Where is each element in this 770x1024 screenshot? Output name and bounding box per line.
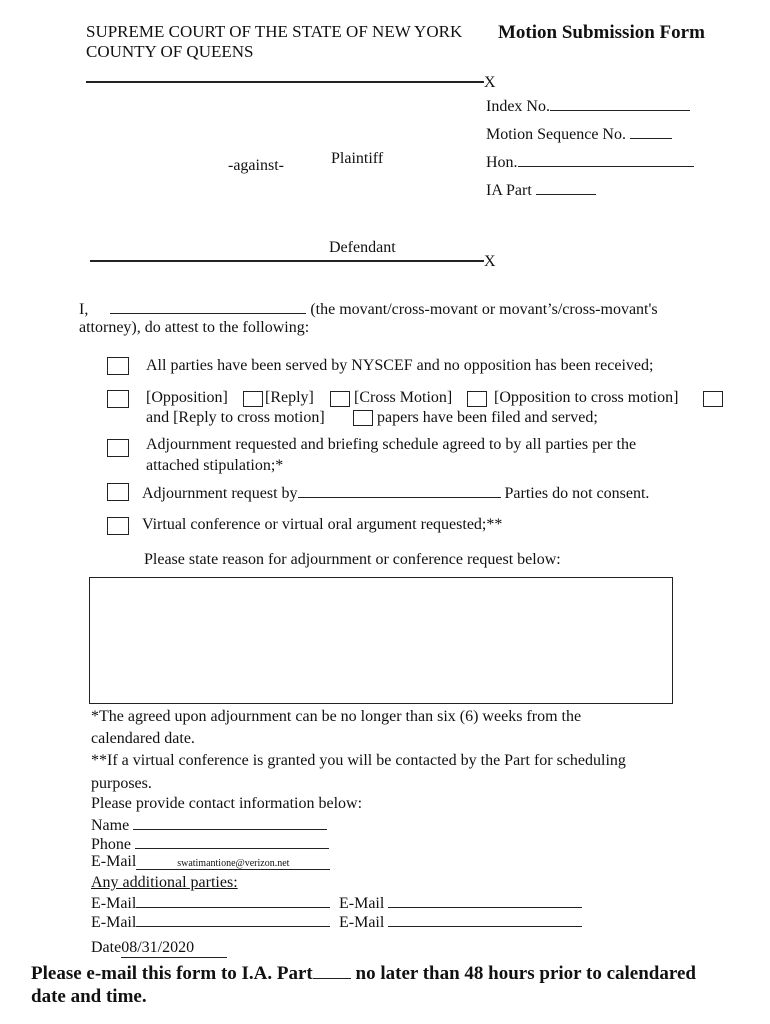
checkbox-opposition-cross[interactable] bbox=[467, 391, 487, 407]
opt2-tail-label: papers have been filed and served; bbox=[377, 409, 598, 426]
additional-email-2: E-Mail bbox=[339, 893, 582, 913]
phone-row: Phone bbox=[91, 834, 329, 854]
plaintiff-label: Plaintiff bbox=[331, 150, 384, 167]
email-field[interactable]: swatimantione@verizon.net bbox=[136, 853, 330, 870]
checkbox-cross-motion[interactable] bbox=[330, 391, 350, 407]
note1-line1: *The agreed upon adjournment can be no longer than six (6) weeks from the bbox=[91, 708, 582, 725]
movant-name-field[interactable] bbox=[110, 299, 306, 314]
opt2-opp-cross-label: [Opposition to cross motion] bbox=[494, 389, 679, 406]
checkbox-reply-cross[interactable] bbox=[703, 391, 723, 407]
opt2-cross-label: [Cross Motion] bbox=[354, 389, 453, 406]
attest-line1: I, (the movant/cross-movant or movant’s/cross-movant's bbox=[79, 301, 658, 318]
against-label: -against- bbox=[228, 157, 284, 174]
note2-line2: purposes. bbox=[91, 775, 152, 792]
caption-x-bottom: X bbox=[484, 253, 496, 270]
additional-email-3-field[interactable] bbox=[136, 912, 330, 927]
ia-part-label: IA Part bbox=[486, 180, 596, 200]
checkbox-papers-tail[interactable] bbox=[353, 410, 373, 426]
checkbox-no-opposition[interactable] bbox=[107, 357, 129, 375]
caption-x-top: X bbox=[484, 74, 496, 91]
additional-email-4-field[interactable] bbox=[388, 912, 582, 927]
opt5-label: Virtual conference or virtual oral argument requested;** bbox=[142, 516, 503, 533]
adjournment-requester-field[interactable] bbox=[298, 483, 501, 498]
contact-prompt: Please provide contact information below: bbox=[91, 795, 363, 812]
name-row: Name bbox=[91, 815, 327, 835]
checkbox-reply[interactable] bbox=[243, 391, 263, 407]
court-name: SUPREME COURT OF THE STATE OF NEW YORK bbox=[86, 22, 463, 41]
attest-line2: attorney), do attest to the following: bbox=[79, 319, 310, 336]
footer-line2: date and time. bbox=[31, 986, 147, 1007]
opt3-line1: Adjournment requested and briefing schedule agreed to by all parties per the bbox=[146, 436, 637, 453]
index-no-label: Index No. bbox=[486, 96, 690, 116]
date-field[interactable]: 08/31/2020 bbox=[121, 939, 227, 958]
form-title: Motion Submission Form bbox=[498, 22, 705, 43]
caption-top-rule bbox=[86, 81, 484, 83]
opt2-and-label: and [Reply to cross motion] bbox=[146, 409, 325, 426]
note1-line2: calendared date. bbox=[91, 730, 195, 747]
opt2-opposition-label: [Opposition] bbox=[146, 389, 228, 406]
opt3-line2: attached stipulation;* bbox=[146, 457, 284, 474]
motion-seq-label: Motion Sequence No. bbox=[486, 124, 672, 144]
additional-email-2-field[interactable] bbox=[388, 893, 582, 908]
opt4-line: Adjournment request by Parties do not consent. bbox=[142, 485, 650, 502]
opt2-reply-label: [Reply] bbox=[265, 389, 314, 406]
checkbox-virtual-conference[interactable] bbox=[107, 517, 129, 535]
court-county: COUNTY OF QUEENS bbox=[86, 42, 254, 61]
email-row: E-Mail swatimantione@verizon.net bbox=[91, 853, 330, 871]
footer-line1: Please e-mail this form to I.A. Part no later than 48 hours prior to calendared bbox=[31, 963, 696, 984]
additional-email-3: E-Mail bbox=[91, 912, 330, 932]
additional-parties-label: Any additional parties: bbox=[91, 874, 238, 891]
defendant-label: Defendant bbox=[329, 239, 396, 256]
name-field[interactable] bbox=[133, 815, 327, 830]
hon-label: Hon. bbox=[486, 152, 694, 172]
reason-label: Please state reason for adjournment or conference request below: bbox=[144, 551, 561, 568]
note2-line1: **If a virtual conference is granted you will be contacted by the Part for scheduling bbox=[91, 752, 626, 769]
option-no-opposition-label: All parties have been served by NYSCEF and no opposition has been received; bbox=[146, 357, 654, 374]
additional-email-1: E-Mail bbox=[91, 893, 330, 913]
checkbox-adjournment-request[interactable] bbox=[107, 483, 129, 501]
additional-email-4: E-Mail bbox=[339, 912, 582, 932]
date-row: Date08/31/2020 bbox=[91, 939, 227, 958]
additional-email-1-field[interactable] bbox=[136, 893, 330, 908]
checkbox-adjournment-agreed[interactable] bbox=[107, 439, 129, 457]
reason-textarea[interactable] bbox=[89, 577, 673, 704]
checkbox-papers-filed[interactable] bbox=[107, 390, 129, 408]
phone-field[interactable] bbox=[135, 834, 329, 849]
caption-bottom-rule bbox=[90, 260, 484, 262]
ia-part-footer-field[interactable] bbox=[313, 962, 351, 979]
